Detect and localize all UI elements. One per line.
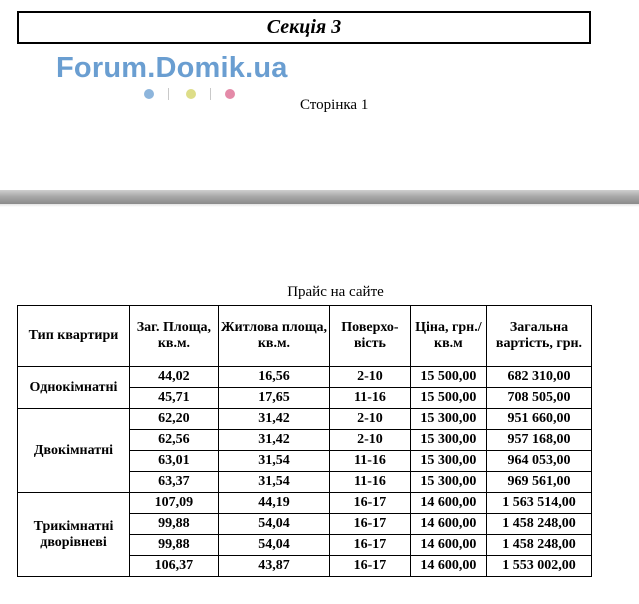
- cell-floors: 16-17: [330, 493, 411, 514]
- cell-floors: 16-17: [330, 556, 411, 577]
- cell-floors: 2-10: [330, 409, 411, 430]
- divider-bar-icon: [210, 88, 211, 100]
- table-row: [18, 493, 592, 514]
- header-price: Ціна, грн./кв.м: [410, 306, 486, 367]
- cell-total-area: 107,09: [130, 493, 219, 514]
- header-total-area: Заг. Площа, кв.м.: [130, 306, 219, 367]
- cell-living-area: 43,87: [218, 556, 329, 577]
- cell-total-cost: 682 310,00: [487, 367, 592, 388]
- cell-price: 14 600,00: [410, 514, 486, 535]
- cell-total-area: 44,02: [130, 367, 219, 388]
- price-table: [17, 305, 592, 577]
- header-floors: Поверхо-вість: [330, 306, 411, 367]
- cell-living-area: 16,56: [218, 367, 329, 388]
- cell-total-cost: 951 660,00: [487, 409, 592, 430]
- cell-living-area: 44,19: [218, 493, 329, 514]
- cell-total-area: 62,20: [130, 409, 219, 430]
- cell-total-cost: 969 561,00: [487, 472, 592, 493]
- cell-total-cost: 957 168,00: [487, 430, 592, 451]
- cell-total-cost: 1 458 248,00: [487, 535, 592, 556]
- cell-floors: 2-10: [330, 430, 411, 451]
- cell-floors: 16-17: [330, 514, 411, 535]
- group-type-cell: Трикімнатні дворівневі: [18, 493, 130, 577]
- header-living-area: Житлова площа, кв.м.: [218, 306, 329, 367]
- section-title: Секція 3: [266, 16, 342, 38]
- table-row: [18, 409, 592, 430]
- cell-total-cost: 964 053,00: [487, 451, 592, 472]
- cell-total-area: 63,01: [130, 451, 219, 472]
- cell-total-cost: 708 505,00: [487, 388, 592, 409]
- cell-floors: 2-10: [330, 367, 411, 388]
- watermark-logo: Forum.Domik.ua: [56, 52, 288, 84]
- cell-price: 14 600,00: [410, 535, 486, 556]
- cell-total-cost: 1 563 514,00: [487, 493, 592, 514]
- cell-living-area: 54,04: [218, 535, 329, 556]
- page-number: Сторінка 1: [300, 97, 369, 113]
- cell-price: 14 600,00: [410, 556, 486, 577]
- cell-total-area: 45,71: [130, 388, 219, 409]
- cell-total-area: 99,88: [130, 535, 219, 556]
- cell-price: 14 600,00: [410, 493, 486, 514]
- yellow-dot-icon: [186, 89, 196, 99]
- cell-total-area: 106,37: [130, 556, 219, 577]
- cell-living-area: 54,04: [218, 514, 329, 535]
- cell-living-area: 31,54: [218, 472, 329, 493]
- cell-floors: 11-16: [330, 451, 411, 472]
- cell-total-area: 99,88: [130, 514, 219, 535]
- cell-living-area: 17,65: [218, 388, 329, 409]
- group-type-cell: Однокімнатні: [18, 367, 130, 409]
- cell-price: 15 300,00: [410, 430, 486, 451]
- cell-floors: 16-17: [330, 535, 411, 556]
- header-total-cost: Загальна вартість, грн.: [487, 306, 592, 367]
- table-header-row: [18, 306, 592, 367]
- pink-dot-icon: [225, 89, 235, 99]
- table-caption: Прайс на сайте: [287, 284, 384, 300]
- header-type: Тип квартири: [18, 306, 130, 367]
- cell-floors: 11-16: [330, 472, 411, 493]
- table-row: [18, 367, 592, 388]
- blue-dot-icon: [144, 89, 154, 99]
- section-title-box: [17, 11, 591, 44]
- divider-bar-icon: [168, 88, 169, 100]
- cell-living-area: 31,54: [218, 451, 329, 472]
- cell-total-area: 62,56: [130, 430, 219, 451]
- cell-total-cost: 1 458 248,00: [487, 514, 592, 535]
- cell-total-cost: 1 553 002,00: [487, 556, 592, 577]
- cell-floors: 11-16: [330, 388, 411, 409]
- cell-living-area: 31,42: [218, 430, 329, 451]
- cell-price: 15 500,00: [410, 367, 486, 388]
- cell-price: 15 300,00: [410, 409, 486, 430]
- group-type-cell: Двокімнатні: [18, 409, 130, 493]
- cell-price: 15 300,00: [410, 451, 486, 472]
- cell-total-area: 63,37: [130, 472, 219, 493]
- page-break-divider: [0, 190, 639, 204]
- cell-price: 15 500,00: [410, 388, 486, 409]
- cell-living-area: 31,42: [218, 409, 329, 430]
- cell-price: 15 300,00: [410, 472, 486, 493]
